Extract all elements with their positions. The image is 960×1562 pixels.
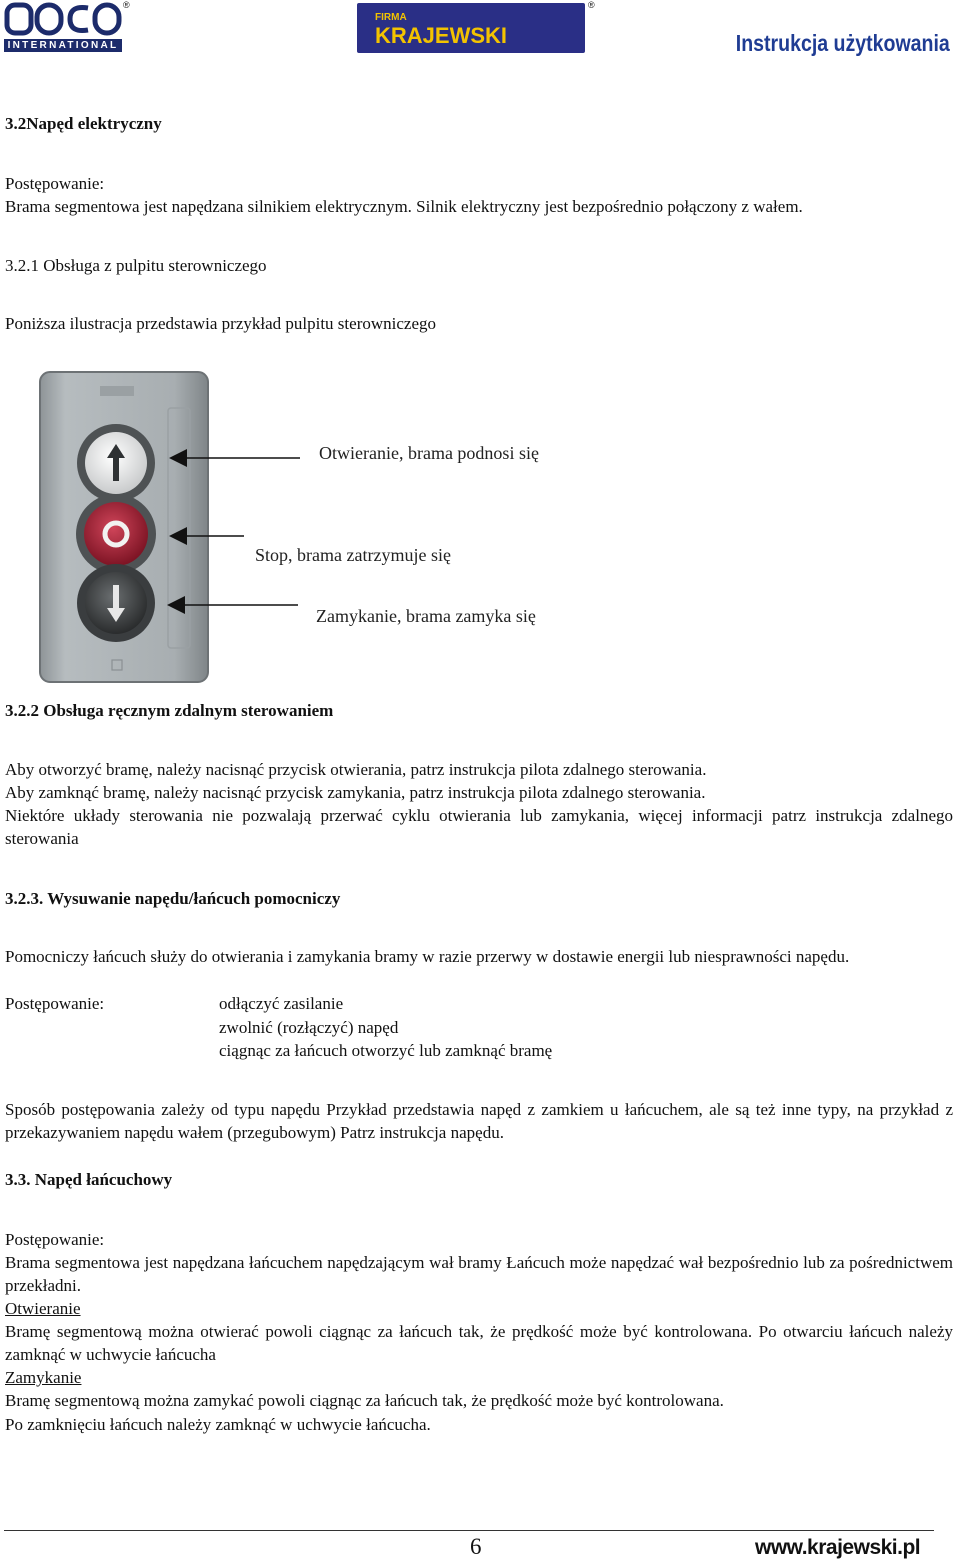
procedure-step: ciągnąc za łańcuch otworzyć lub zamknąć bramę bbox=[219, 1041, 553, 1060]
paragraph-3-2: Brama segmentowa jest napędzana silnikiem elektrycznym. Silnik elektryczny jest bezpośrednio połączony z wałem. bbox=[5, 197, 803, 216]
doco-registered-mark: ® bbox=[123, 0, 130, 10]
footer-url[interactable]: www.krajewski.pl bbox=[755, 1536, 921, 1559]
label-open: Otwieranie, brama podnosi się bbox=[319, 443, 539, 463]
paragraph-3-2-1-intro: Poniższa ilustracja przedstawia przykład pulpitu sterowniczego bbox=[5, 314, 436, 333]
section-heading-3-2: 3.2Napęd elektryczny bbox=[5, 114, 162, 133]
paragraph-3-2-2-close: Aby zamknąć bramę, należy nacisnąć przycisk zamykania, patrz instrukcja pilota zdalnego sterowania. bbox=[5, 783, 706, 802]
doco-subtitle: INTERNATIONAL bbox=[4, 39, 122, 52]
paragraph-3-3-open: Bramę segmentową można otwierać powoli ciągnąc za łańcuch tak, że prędkość może być kontrolowana. Po otwarciu łańcuch należy zamknąć w uchwycie łańcucha bbox=[5, 1322, 953, 1364]
paragraph-3-3-intro: Brama segmentowa jest napędzana łańcuchem napędzającym wał bramy Łańcuch może napędzać wał bezpośrednio lub za pośrednictwem przekładni. bbox=[5, 1253, 953, 1295]
paragraph-3-2-2-open: Aby otworzyć bramę, należy nacisnąć przycisk otwierania, patrz instrukcja pilota zdalnego sterowania. bbox=[5, 760, 707, 779]
krajewski-logo-firma: FIRMA bbox=[375, 12, 407, 23]
procedure-label: Postępowanie: bbox=[5, 1230, 105, 1249]
label-close: Zamykanie, brama zamyka się bbox=[316, 606, 536, 626]
procedure-step: odłączyć zasilanie bbox=[219, 994, 344, 1013]
paragraph-3-2-2-note: Niektóre układy sterowania nie pozwalają przerwać cyklu otwierania lub zamykania, więcej informacji patrz instrukcja zdalnego sterowania bbox=[5, 806, 953, 848]
paragraph-3-3-close-2: Po zamknięciu łańcuch należy zamknąć w uchwycie łańcucha. bbox=[5, 1415, 431, 1434]
procedure-steps bbox=[219, 992, 552, 1063]
section-heading-3-2-2: 3.2.2 Obsługa ręcznym zdalnym sterowaniem bbox=[5, 701, 334, 720]
section-heading-3-3: 3.3. Napęd łańcuchowy bbox=[5, 1170, 173, 1189]
section-heading-3-2-3: 3.2.3. Wysuwanie napędu/łańcuch pomocniczy bbox=[5, 889, 341, 908]
krajewski-logo-name: KRAJEWSKI bbox=[375, 23, 508, 48]
procedure-step: zwolnić (rozłączyć) napęd bbox=[219, 1017, 399, 1037]
label-stop: Stop, brama zatrzymuje się bbox=[255, 545, 451, 565]
procedure-label: Postępowanie: bbox=[5, 994, 105, 1013]
paragraph-3-2-3-method: Sposób postępowania zależy od typu napędu Przykład przedstawia napęd z zamkiem u łańcuchem, ale są też inne typy, na przykład z przekazywaniem napędu wałem (przegubowym) Patrz instrukcja napędu. bbox=[5, 1100, 953, 1142]
footer-rule bbox=[4, 1530, 934, 1531]
subheading-otwieranie: Otwieranie bbox=[5, 1299, 81, 1318]
paragraph-3-2-3-intro: Pomocniczy łańcuch służy do otwierania i zamykania bramy w razie przerwy w dostawie energii lub niesprawności napędu. bbox=[5, 947, 850, 966]
section-heading-3-2-1: 3.2.1 Obsługa z pulpitu sterowniczego bbox=[5, 256, 267, 275]
header-title: Instrukcja użytkowania bbox=[735, 30, 950, 56]
page-number: 6 bbox=[470, 1534, 482, 1559]
paragraph-3-3-close-1: Bramę segmentową można zamykać powoli ciągnąc za łańcuch tak, że prędkość może być kontrolowana. bbox=[5, 1391, 724, 1410]
callout-arrows bbox=[0, 0, 960, 700]
subheading-zamykanie: Zamykanie bbox=[5, 1368, 82, 1387]
procedure-label: Postępowanie: bbox=[5, 174, 105, 193]
krajewski-registered-mark: ® bbox=[588, 0, 595, 10]
